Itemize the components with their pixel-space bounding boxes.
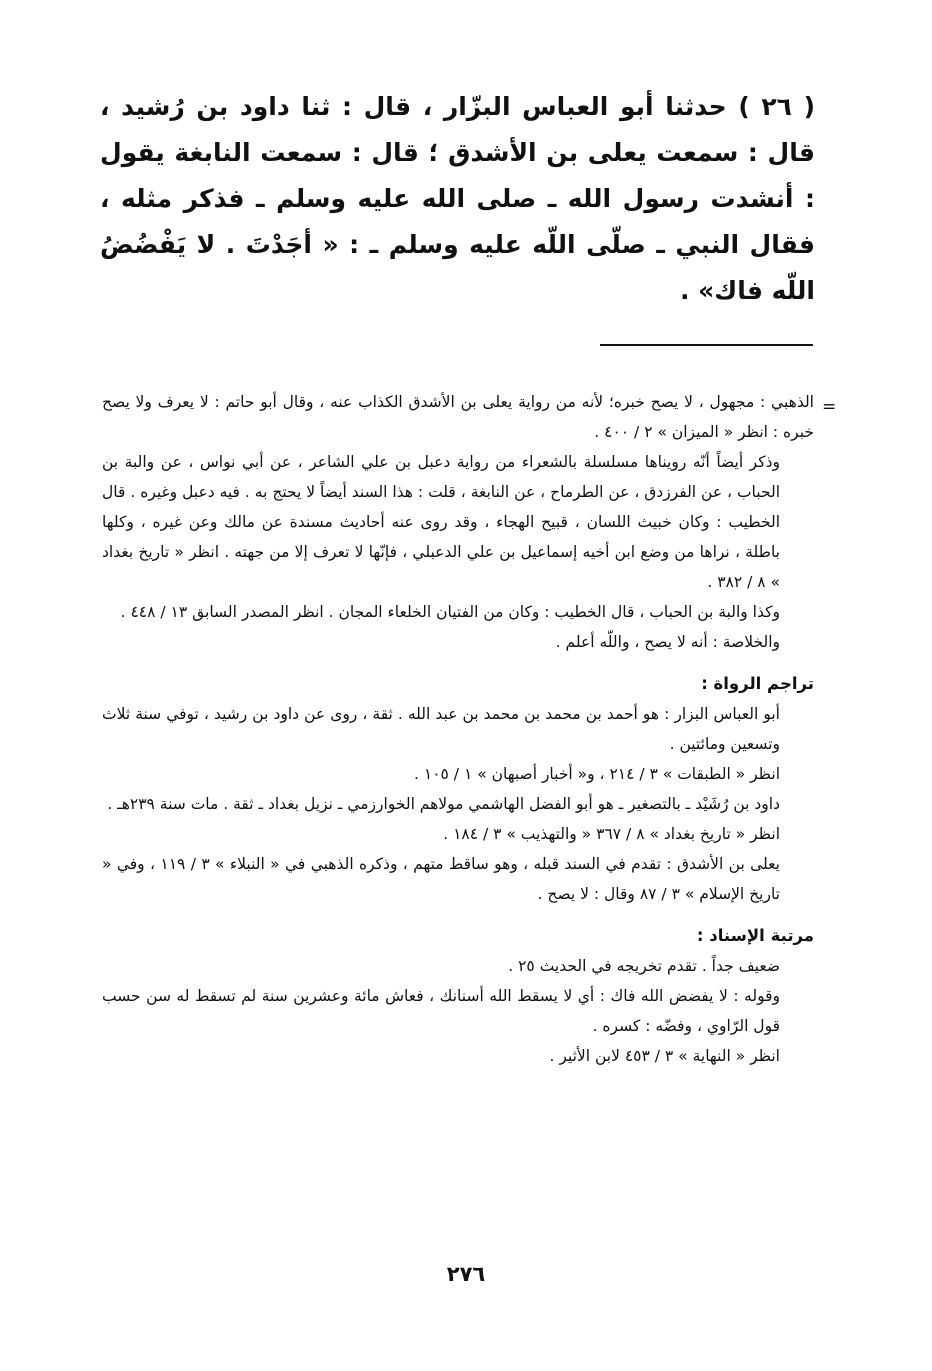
footnote-heading: تراجم الرواة :	[701, 674, 814, 693]
footnote-separator	[600, 344, 813, 346]
footnote-paragraph: ضعيف جداً . تقدم تخريجه في الحديث ٢٥ .	[508, 957, 780, 975]
page-number: ٢٧٦	[446, 1262, 486, 1286]
footnote-paragraph: انظر « الطبقات » ٣ / ٢١٤ ، و« أخبار أصبهان » ١ / ١٠٥ .	[414, 765, 780, 783]
footnote-paragraph: الذهبي : مجهول ، لا يصح خبره؛ لأنه من رواية يعلى بن الأشدق الكذاب عنه ، وقال أبو حاتم : لا يعرف ولا يصح خبره : انظر « الميزان » ٢ / ٤٠٠ .	[102, 393, 814, 441]
footnote-paragraph: أبو العباس البزار : هو أحمد بن محمد بن محمد بن عبد الله . ثقة ، روى عن داود بن رشيد ، توفي سنة ثلاث وتسعين ومائتين .	[102, 705, 780, 753]
hadith-paragraph: ( ٢٦ ) حدثنا أبو العباس البزّار ، قال : ثنا داود بن رُشيد ، قال : سمعت يعلى بن الأشدق ؛ قال : سمعت النابغة يقول : أنشدت رسول الله ـ صلى الله عليه وسلم ـ فذكر مثله ، فقال النبي ـ صلّى اللّه عليه وسلم ـ : « أجَدْتَ . لا يَفْضُضُ اللّه فاك» .	[100, 92, 815, 305]
footnote-paragraph: وقوله : لا يفضض الله فاك : أي لا يسقط الله أسنانك ، فعاش مائة وعشرين سنة لم تسقط له سن حسب قول الرّاوي ، وفضّه : كسره .	[102, 987, 780, 1035]
footnote-paragraph: وذكر أيضاً أنّه رويناها مسلسلة بالشعراء من رواية دعبل بن علي الشاعر ، عن أبي نواس ، عن والبة بن الحباب ، عن الفرزدق ، عن الطرماح ، عن النابغة ، قلت : هذا السند أيضاً لا يحتج به . فيه دعبل وغيره . قال الخطيب : وكان خبيث اللسان ، قبيح الهجاء ، وقد روى عنه أحاديث مسندة عن مالك وعن غيره ، وكلها باطلة ، نراها من وضع ابن أخيه إسماعيل بن علي الدعبلي ، فإنّها لا تعرف إلا من جهته . انظر « تاريخ بغداد » ٨ / ٣٨٢ .	[102, 453, 780, 591]
footnote-heading: مرتبة الإسناد :	[696, 926, 814, 945]
hadith-text	[100, 84, 815, 314]
footnote-continuation-mark: =	[822, 397, 837, 417]
footnote-paragraph: انظر « النهاية » ٣ / ٤٥٣ لابن الأثير .	[549, 1047, 780, 1065]
footnote-paragraph: داود بن رُشَيْد ـ بالتصغير ـ هو أبو الفضل الهاشمي مولاهم الخوارزمي ـ نزيل بغداد ـ ثقة . مات سنة ٢٣٩هـ .	[107, 795, 780, 813]
footnotes	[102, 387, 814, 1071]
footnote-paragraph: وكذا والبة بن الحباب ، قال الخطيب : وكان من الفتيان الخلعاء المجان . انظر المصدر السابق ١٣ / ٤٤٨ .	[120, 603, 780, 621]
footnote-paragraph: والخلاصة : أنه لا يصح ، واللّه أعلم .	[555, 633, 780, 651]
footnote-paragraph: يعلى بن الأشدق : تقدم في السند قبله ، وهو ساقط متهم ، وذكره الذهبي في « النبلاء » ٣ / ١١٩ ، وفي « تاريخ الإسلام » ٣ / ٨٧ وقال : لا يصح .	[102, 855, 780, 903]
footnote-paragraph: انظر « تاريخ بغداد » ٨ / ٣٦٧ « والتهذيب » ٣ / ١٨٤ .	[443, 825, 780, 843]
